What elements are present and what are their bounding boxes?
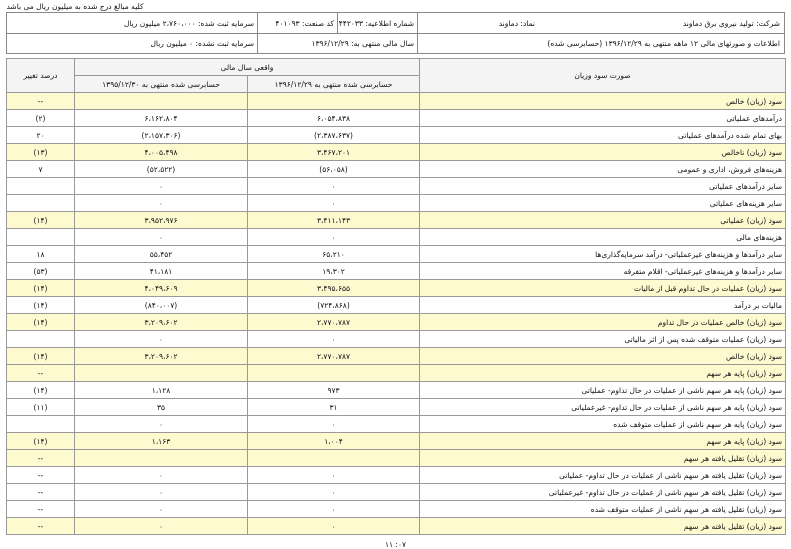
table-row	[7, 348, 786, 365]
row-prior-value: ۳۵	[75, 399, 248, 416]
table-row	[7, 127, 786, 144]
row-change-percent: (۱۴)	[7, 280, 75, 297]
unregistered-capital: سرمایه ثبت نشده: ۰ میلیون ریال	[150, 39, 254, 48]
row-change-percent	[7, 416, 75, 433]
row-change-percent: ۱۸	[7, 246, 75, 263]
row-change-percent	[7, 331, 75, 348]
row-label: مالیات بر درآمد	[420, 297, 786, 314]
row-prior-value: ۵۵،۴۵۲	[75, 246, 248, 263]
row-change-percent: (۱۴)	[7, 314, 75, 331]
row-label: سایر درآمدها و هزینه‌های غیرعملیاتی- درآمد سرمایه‌گذاری‌ها	[420, 246, 786, 263]
row-change-percent: --	[7, 518, 75, 535]
row-label: سود (زیان) عملیات در حال تداوم قبل از مالیات	[420, 280, 786, 297]
table-row	[7, 212, 786, 229]
row-label: سود (زیان) خالص عملیات در حال تداوم	[420, 314, 786, 331]
report-header-row-1	[6, 12, 785, 34]
row-change-percent: --	[7, 467, 75, 484]
row-current-value: ۰	[248, 195, 420, 212]
row-current-value: ۲،۷۷۰،۷۸۷	[248, 348, 420, 365]
table-row	[7, 93, 786, 110]
row-change-percent: --	[7, 450, 75, 467]
footer-time: ۱۱ :۰۷	[384, 540, 407, 549]
row-change-percent	[7, 178, 75, 195]
row-label: سود (زیان) تقلیل یافته هر سهم ناشی از عملیات در حال تداوم- غیرعملیاتی	[420, 484, 786, 501]
row-current-value: ۹۷۳	[248, 382, 420, 399]
row-prior-value	[75, 365, 248, 382]
row-change-percent: (۱۴)	[7, 382, 75, 399]
row-current-value: ۳،۴۱۱،۱۴۳	[248, 212, 420, 229]
row-current-value: ۰	[248, 518, 420, 535]
row-change-percent	[7, 229, 75, 246]
row-label: سایر درآمدها و هزینه‌های غیرعملیاتی- اقلام متفرقه	[420, 263, 786, 280]
row-prior-value: ۳،۲۰۹،۶۰۲	[75, 314, 248, 331]
report-header-row-2	[6, 34, 785, 54]
table-row	[7, 484, 786, 501]
row-label: سود (زیان) تقلیل یافته هر سهم ناشی از عملیات در حال تداوم- عملیاتی	[420, 467, 786, 484]
row-label: سود (زیان) پایه هر سهم ناشی از عملیات متوقف شده	[420, 416, 786, 433]
table-row	[7, 144, 786, 161]
row-label: سود (زیان) عملیات متوقف شده پس از اثر مالیاتی	[420, 331, 786, 348]
registered-capital: سرمایه ثبت شده: ۲،۷۶۰،۰۰۰ میلیون ریال	[123, 18, 254, 28]
row-label: سود (زیان) پایه هر سهم ناشی از عملیات در حال تداوم- غیرعملیاتی	[420, 399, 786, 416]
row-prior-value: ۳،۲۰۹،۶۰۲	[75, 348, 248, 365]
row-change-percent: (۱۴)	[7, 433, 75, 450]
table-row	[7, 450, 786, 467]
row-label: درآمدهای عملیاتی	[420, 110, 786, 127]
row-prior-value	[75, 93, 248, 110]
row-change-percent	[7, 195, 75, 212]
row-change-percent: (۲)	[7, 110, 75, 127]
row-label: هزینه‌های مالی	[420, 229, 786, 246]
row-prior-value: ۰	[75, 331, 248, 348]
industry-code: کد صنعت: ۴۰۱۰۹۳	[275, 18, 334, 28]
amount-unit-note: کلیه مبالغ درج شده به میلیون ریال می باشد	[6, 2, 144, 11]
row-current-value	[248, 365, 420, 382]
row-current-value: ۰	[248, 467, 420, 484]
table-row	[7, 246, 786, 263]
row-current-value: ۰	[248, 484, 420, 501]
row-label: سود (زیان) پایه هر سهم ناشی از عملیات در حال تداوم- عملیاتی	[420, 382, 786, 399]
row-current-value	[248, 450, 420, 467]
row-label: سود (زیان) تقلیل یافته هر سهم	[420, 518, 786, 535]
row-prior-value: ۰	[75, 484, 248, 501]
column-header-current: حسابرسی شده منتهی به ۱۳۹۶/۱۲/۲۹	[248, 76, 420, 93]
table-row	[7, 365, 786, 382]
row-current-value: ۰	[248, 331, 420, 348]
row-label: سود (زیان) تقلیل یافته هر سهم ناشی از عملیات متوقف شده	[420, 501, 786, 518]
column-header-prior: حسابرسی شده منتهی به ۱۳۹۵/۱۲/۳۰	[75, 76, 248, 93]
table-row	[7, 110, 786, 127]
row-current-value	[248, 93, 420, 110]
table-row	[7, 195, 786, 212]
row-current-value: ۰	[248, 416, 420, 433]
row-current-value: ۳۱	[248, 399, 420, 416]
row-prior-value: ۴،۰۰۵،۴۹۸	[75, 144, 248, 161]
report-number: شماره اطلاعیه: ۴۴۲۰۳۳	[338, 18, 414, 28]
row-current-value: ۰	[248, 229, 420, 246]
row-change-percent: (۱۴)	[7, 212, 75, 229]
table-row	[7, 161, 786, 178]
row-current-value: ۰	[248, 501, 420, 518]
row-prior-value: ۰	[75, 518, 248, 535]
row-prior-value: (۸۴۰،۰۰۷)	[75, 297, 248, 314]
row-change-percent: --	[7, 93, 75, 110]
row-change-percent: (۱۱)	[7, 399, 75, 416]
statement-title: اطلاعات و صورتهای مالی ۱۲ ماهه منتهی به ۱۳۹۶/۱۲/۲۹ (حسابرسی شده)	[547, 39, 780, 48]
row-label: سود (زیان) پایه هر سهم	[420, 365, 786, 382]
row-change-percent: (۱۴)	[7, 297, 75, 314]
row-prior-value: ۱،۱۶۳	[75, 433, 248, 450]
row-prior-value: ۴۱،۱۸۱	[75, 263, 248, 280]
row-label: سایر درآمدهای عملیاتی	[420, 178, 786, 195]
row-change-percent: ۷	[7, 161, 75, 178]
table-row	[7, 501, 786, 518]
row-current-value: ۶،۰۵۴،۸۳۸	[248, 110, 420, 127]
row-prior-value: ۰	[75, 195, 248, 212]
table-row	[7, 263, 786, 280]
row-prior-value: ۱،۱۲۸	[75, 382, 248, 399]
row-current-value: (۵۶،۰۵۸)	[248, 161, 420, 178]
row-prior-value: ۶،۱۶۲،۸۰۴	[75, 110, 248, 127]
row-current-value: ۳،۴۶۷،۲۰۱	[248, 144, 420, 161]
row-change-percent: (۱۳)	[7, 144, 75, 161]
row-prior-value: (۲،۱۵۷،۳۰۶)	[75, 127, 248, 144]
table-row	[7, 416, 786, 433]
row-label: سود (زیان) خالص	[420, 348, 786, 365]
table-row	[7, 331, 786, 348]
row-current-value: ۱۹،۳۰۲	[248, 263, 420, 280]
table-row	[7, 518, 786, 535]
income-statement-table	[6, 58, 786, 535]
row-prior-value: ۰	[75, 178, 248, 195]
row-prior-value	[75, 450, 248, 467]
row-change-percent: ۲۰	[7, 127, 75, 144]
row-label: سایر هزینه‌های عملیاتی	[420, 195, 786, 212]
table-row	[7, 314, 786, 331]
row-prior-value: ۰	[75, 501, 248, 518]
row-prior-value: ۰	[75, 467, 248, 484]
symbol: نماد: دماوند	[498, 18, 535, 28]
row-current-value: ۲،۷۷۰،۷۸۷	[248, 314, 420, 331]
row-current-value: ۰	[248, 178, 420, 195]
row-change-percent: --	[7, 365, 75, 382]
row-label: سود (زیان) عملیاتی	[420, 212, 786, 229]
row-label: هزینه‌های فروش، اداری و عمومی	[420, 161, 786, 178]
row-label: سود (زیان) پایه هر سهم	[420, 433, 786, 450]
company-name: شرکت: تولید نیروی برق دماوند	[682, 18, 780, 28]
row-prior-value: ۴،۰۴۹،۶۰۹	[75, 280, 248, 297]
row-prior-value: (۵۲،۵۲۲)	[75, 161, 248, 178]
fiscal-year-end: سال مالی منتهی به: ۱۳۹۶/۱۲/۲۹	[311, 39, 414, 48]
row-current-value: ۱،۰۰۴	[248, 433, 420, 450]
row-current-value: (۲،۳۸۷،۶۳۷)	[248, 127, 420, 144]
row-prior-value: ۳،۹۵۲،۹۷۶	[75, 212, 248, 229]
row-change-percent: --	[7, 501, 75, 518]
row-current-value: ۳،۴۹۵،۶۵۵	[248, 280, 420, 297]
row-prior-value: ۰	[75, 229, 248, 246]
row-label: سود (زیان) تقلیل یافته هر سهم	[420, 450, 786, 467]
table-row	[7, 229, 786, 246]
table-row	[7, 433, 786, 450]
row-label: سود (زیان) خالص	[420, 93, 786, 110]
row-label: سود (زیان) ناخالص	[420, 144, 786, 161]
column-header-change: درصد تغییر	[7, 59, 75, 93]
row-current-value: (۷۲۴،۸۶۸)	[248, 297, 420, 314]
table-row	[7, 178, 786, 195]
row-change-percent: --	[7, 484, 75, 501]
row-current-value: ۶۵،۲۱۰	[248, 246, 420, 263]
row-prior-value: ۰	[75, 416, 248, 433]
column-header-statement: صورت سود وزیان	[420, 59, 786, 93]
table-row	[7, 467, 786, 484]
table-row	[7, 297, 786, 314]
table-body	[7, 93, 786, 535]
table-row	[7, 382, 786, 399]
table-row	[7, 280, 786, 297]
row-change-percent: (۱۴)	[7, 348, 75, 365]
row-change-percent: (۵۳)	[7, 263, 75, 280]
row-label: بهای تمام شده درآمدهای عملیاتی	[420, 127, 786, 144]
column-header-group: واقعی سال مالی	[75, 59, 420, 76]
table-row	[7, 399, 786, 416]
